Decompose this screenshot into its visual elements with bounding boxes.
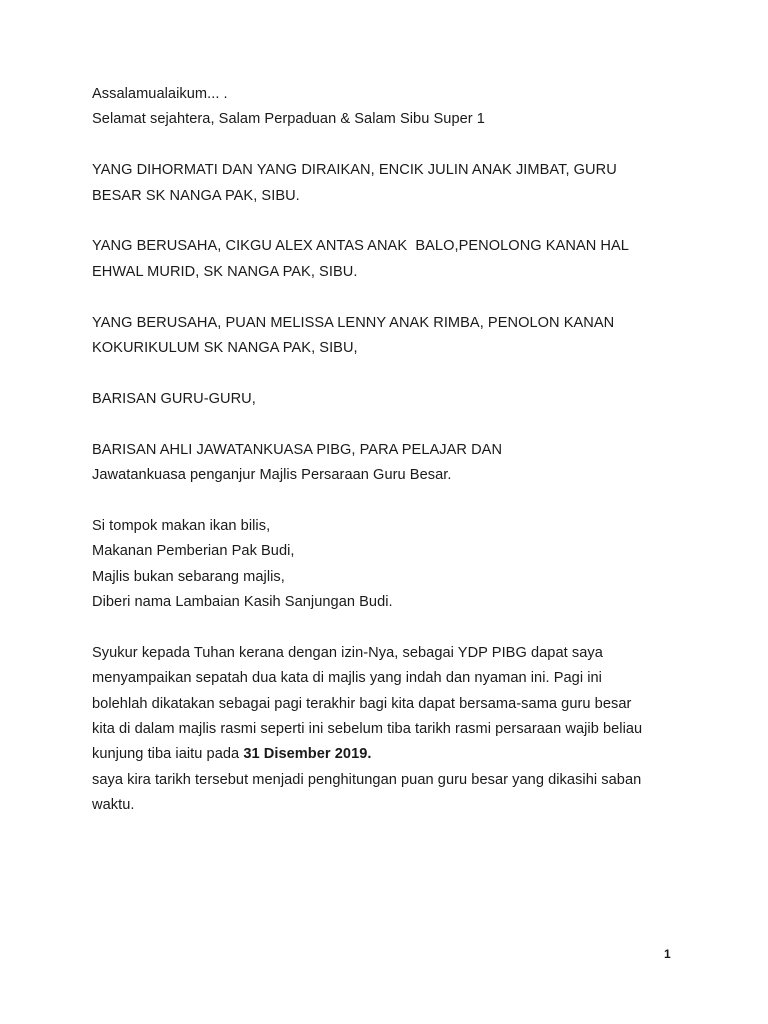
address-2-line-1: YANG BERUSAHA, CIKGU ALEX ANTAS ANAK BALO,PENOLONG KANAN HAL (92, 238, 629, 255)
address-3-line-1: YANG BERUSAHA, PUAN MELISSA LENNY ANAK RIMBA, PENOLON KANAN (92, 314, 615, 331)
body-line-2: menyampaikan sepatah dua kata di majlis yang indah dan nyaman ini. Pagi ini (92, 670, 602, 687)
body-line-3: bolehlah dikatakan sebagai pagi terakhir bagi kita dapat bersama-sama guru besar (92, 695, 632, 712)
address-1-line-1: YANG DIHORMATI DAN YANG DIRAIKAN, ENCIK JULIN ANAK JIMBAT, GURU (92, 162, 617, 179)
address-1-line-2: BESAR SK NANGA PAK, SIBU. (92, 187, 300, 204)
paragraph-gap (92, 133, 692, 158)
body-line-6: saya kira tarikh tersebut menjadi penghitungan puan guru besar yang dikasihi saban (92, 771, 642, 788)
pantun-line-2: Makanan Pemberian Pak Budi, (92, 543, 295, 560)
address-3-line-2: KOKURIKULUM SK NANGA PAK, SIBU, (92, 340, 358, 357)
paragraph-gap (92, 488, 692, 513)
page-number: 1 (664, 947, 671, 961)
address-5-line-1: BARISAN AHLI JAWATANKUASA PIBG, PARA PELAJAR DAN (92, 441, 503, 458)
body-line-1: Syukur kepada Tuhan kerana dengan izin-Nya, sebagai YDP PIBG dapat saya (92, 644, 603, 661)
address-5-line-2: Jawatankuasa penganjur Majlis Persaraan Guru Besar. (92, 467, 452, 484)
body-line-5-text: kunjung tiba iaitu pada (92, 746, 244, 763)
address-2-line-2: EHWAL MURID, SK NANGA PAK, SIBU. (92, 263, 358, 280)
paragraph-gap (92, 615, 692, 640)
paragraph-gap (92, 285, 692, 310)
body-line-5 (92, 742, 692, 767)
greeting-line-2: Selamat sejahtera, Salam Perpaduan & Salam Sibu Super 1 (92, 111, 485, 128)
paragraph-gap (92, 209, 692, 234)
pantun-line-3: Majlis bukan sebarang majlis, (92, 568, 285, 585)
pantun-line-4: Diberi nama Lambaian Kasih Sanjungan Budi. (92, 594, 393, 611)
paragraph-gap (92, 361, 692, 386)
body-line-7: waktu. (92, 797, 135, 814)
greeting-line-1: Assalamualaikum... . (92, 86, 228, 102)
pantun-line-1: Si tompok makan ikan bilis, (92, 517, 271, 534)
retirement-date: 31 Disember 2019. (243, 746, 372, 763)
paragraph-gap (92, 412, 692, 437)
body-line-4: kita di dalam majlis rasmi seperti ini sebelum tiba tarikh rasmi persaraan wajib beliau (92, 721, 643, 738)
document-page (92, 82, 692, 819)
address-4-line-1: BARISAN GURU-GURU, (92, 390, 256, 407)
